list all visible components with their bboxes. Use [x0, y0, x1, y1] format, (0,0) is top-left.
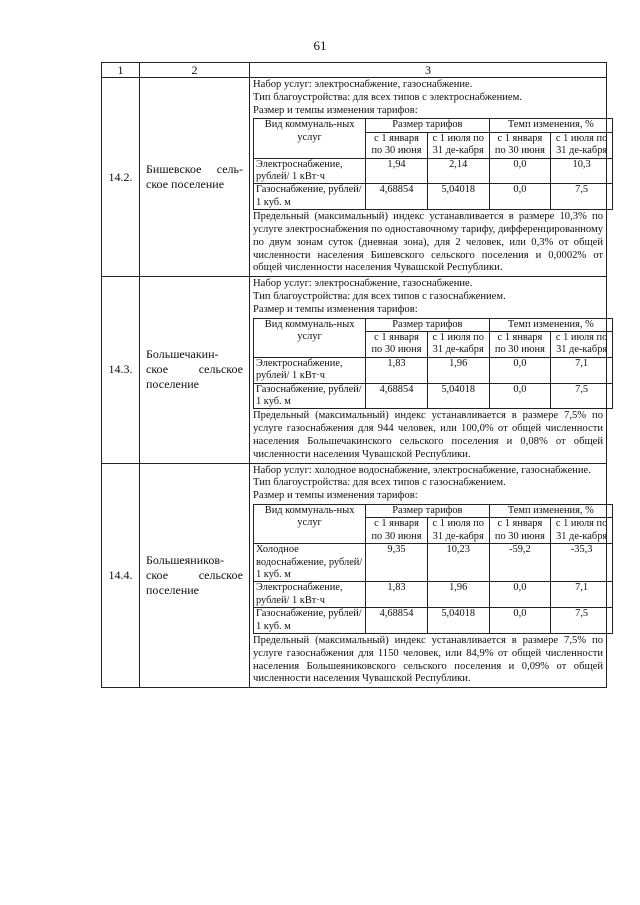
- settlement-name-line: поселение: [146, 377, 200, 392]
- period-header: с 1 июля по 31 де-кабря: [551, 518, 613, 544]
- change-rate-header: Темп изменения, %: [489, 119, 612, 132]
- tariff-value: 4,68854: [366, 608, 428, 634]
- period-header: с 1 января по 30 июня: [366, 332, 428, 358]
- tariff-row: [254, 158, 613, 184]
- settlement-name-line: Бишевское сель-: [146, 162, 243, 177]
- period-header: с 1 января по 30 июня: [366, 518, 428, 544]
- change-rate-header: Темп изменения, %: [489, 318, 612, 331]
- period-header: с 1 июля по 31 де-кабря: [427, 132, 489, 158]
- settlement-row: [102, 78, 607, 277]
- column-number-1: 1: [102, 63, 140, 78]
- max-index-note: Предельный (максимальный) индекс устанавливается в размере 7,5% по услуге газоснабжения для 1150 человек, или 84,9% от общей численности населения Большеяниковского сельского поселения и 0,09% от общей численности населения Чувашской Республики.: [253, 635, 603, 685]
- tariff-info: [250, 277, 607, 463]
- row-number: 14.2.: [102, 78, 140, 277]
- tariff-header-row: [254, 119, 613, 132]
- settlement-row: [102, 277, 607, 463]
- service-name: Холодное водоснабжение, рублей/ 1 куб. м: [254, 544, 366, 582]
- service-name: Газоснабжение, рублей/ 1 куб. м: [254, 184, 366, 210]
- tariff-info: [250, 463, 607, 688]
- tariff-value: 7,5: [551, 608, 613, 634]
- change-rate-header: Темп изменения, %: [489, 505, 612, 518]
- page-number: 61: [313, 38, 327, 53]
- period-header: с 1 июля по 31 де-кабря: [551, 132, 613, 158]
- period-header: с 1 июля по 31 де-кабря: [551, 332, 613, 358]
- tariff-header-row: [254, 505, 613, 518]
- services-set: Набор услуг: электроснабжение, газоснабжение.: [253, 278, 473, 290]
- settlement-name-line: Большечакин-: [146, 347, 219, 362]
- settlement-name-line: ское сельское: [146, 567, 243, 582]
- tariff-value: 0,0: [489, 158, 551, 184]
- tariff-value: -35,3: [551, 544, 613, 582]
- column-number-row: [102, 63, 607, 78]
- tariff-value: 10,23: [427, 544, 489, 582]
- settlement-name: [140, 78, 250, 277]
- row-number: 14.4.: [102, 463, 140, 688]
- tariff-row: [254, 582, 613, 608]
- tariff-header-row: [254, 318, 613, 331]
- tariff-row: [254, 383, 613, 409]
- tariff-value: -59,2: [489, 544, 551, 582]
- tariff-row: [254, 608, 613, 634]
- tariff-value: 10,3: [551, 158, 613, 184]
- tariff-value: 0,0: [489, 383, 551, 409]
- tariff-value: 7,5: [551, 383, 613, 409]
- tariff-table: [253, 504, 613, 634]
- settlement-name-line: Большеяников-: [146, 552, 225, 567]
- service-kind-header: Вид коммуналь-ных услуг: [254, 318, 366, 357]
- tariff-value: 2,14: [427, 158, 489, 184]
- column-number-2: 2: [140, 63, 250, 78]
- tariff-size-header: Размер тарифов: [366, 119, 489, 132]
- settlement-name: [140, 277, 250, 463]
- services-set: Набор услуг: электроснабжение, газоснабжение.: [253, 79, 473, 90]
- services-set: Набор услуг: холодное водоснабжение, электроснабжение, газоснабжение.: [253, 464, 591, 476]
- period-header: с 1 января по 30 июня: [489, 132, 551, 158]
- service-name: Электроснабжение, рублей/ 1 кВт·ч: [254, 158, 366, 184]
- period-header: с 1 января по 30 июня: [366, 132, 428, 158]
- amenity-type: Тип благоустройства: для всех типов с электроснабжением.: [253, 91, 522, 103]
- tariff-value: 1,96: [427, 357, 489, 383]
- tariff-row: [254, 357, 613, 383]
- settlements-table: [101, 62, 607, 688]
- max-index-note: Предельный (максимальный) индекс устанавливается в размере 10,3% по услуге электроснабжения по одноставочному тарифу, дифференцированному по двум зонам суток (дневная зона), для 2 человек, или 0,3% от общей численности населения Бишевского сельского поселения и 0,0002% от общей численности населения Чувашской Республики.: [253, 211, 603, 274]
- tariff-value: 1,83: [366, 357, 428, 383]
- amenity-type: Тип благоустройства: для всех типов с газоснабжением.: [253, 477, 506, 489]
- tariff-value: 7,5: [551, 184, 613, 210]
- rates-title: Размер и темпы изменения тарифов:: [253, 303, 418, 315]
- max-index-note: Предельный (максимальный) индекс устанавливается в размере 7,5% по услуге газоснабжения для 944 человек, или 100,0% от общей численности населения Большечакинского сельского поселения и 0,08% от общей численности населения Чувашской Республики.: [253, 410, 603, 460]
- tariff-size-header: Размер тарифов: [366, 318, 489, 331]
- period-header: с 1 июля по 31 де-кабря: [427, 518, 489, 544]
- service-name: Газоснабжение, рублей/ 1 куб. м: [254, 608, 366, 634]
- tariff-table: [253, 118, 613, 210]
- column-number-3: 3: [250, 63, 607, 78]
- tariff-value: 0,0: [489, 608, 551, 634]
- tariff-value: 0,0: [489, 184, 551, 210]
- tariff-value: 1,83: [366, 582, 428, 608]
- settlement-name-line: ское поселение: [146, 177, 225, 192]
- tariff-value: 7,1: [551, 582, 613, 608]
- tariff-value: 7,1: [551, 357, 613, 383]
- service-name: Газоснабжение, рублей/ 1 куб. м: [254, 383, 366, 409]
- tariff-row: [254, 544, 613, 582]
- amenity-type: Тип благоустройства: для всех типов с газоснабжением.: [253, 291, 506, 303]
- row-number: 14.3.: [102, 277, 140, 463]
- tariff-value: 0,0: [489, 357, 551, 383]
- tariff-value: 4,68854: [366, 383, 428, 409]
- settlement-name: [140, 463, 250, 688]
- tariff-value: 1,94: [366, 158, 428, 184]
- tariff-value: 9,35: [366, 544, 428, 582]
- tariff-row: [254, 184, 613, 210]
- tariff-value: 4,68854: [366, 184, 428, 210]
- service-name: Электроснабжение, рублей/ 1 кВт·ч: [254, 357, 366, 383]
- period-header: с 1 июля по 31 де-кабря: [427, 332, 489, 358]
- service-name: Электроснабжение, рублей/ 1 кВт·ч: [254, 582, 366, 608]
- tariff-value: 0,0: [489, 582, 551, 608]
- period-header: с 1 января по 30 июня: [489, 332, 551, 358]
- rates-title: Размер и темпы изменения тарифов:: [253, 490, 418, 502]
- tariff-value: 5,04018: [427, 608, 489, 634]
- settlement-name-line: ское сельское: [146, 362, 243, 377]
- service-kind-header: Вид коммуналь-ных услуг: [254, 505, 366, 544]
- tariff-value: 5,04018: [427, 383, 489, 409]
- period-header: с 1 января по 30 июня: [489, 518, 551, 544]
- settlement-name-line: поселение: [146, 582, 200, 597]
- rates-title: Размер и темпы изменения тарифов:: [253, 104, 418, 116]
- tariff-table: [253, 318, 613, 410]
- tariff-size-header: Размер тарифов: [366, 505, 489, 518]
- tariff-value: 1,96: [427, 582, 489, 608]
- settlement-row: [102, 463, 607, 688]
- service-kind-header: Вид коммуналь-ных услуг: [254, 119, 366, 158]
- tariff-value: 5,04018: [427, 184, 489, 210]
- tariff-info: [250, 78, 607, 277]
